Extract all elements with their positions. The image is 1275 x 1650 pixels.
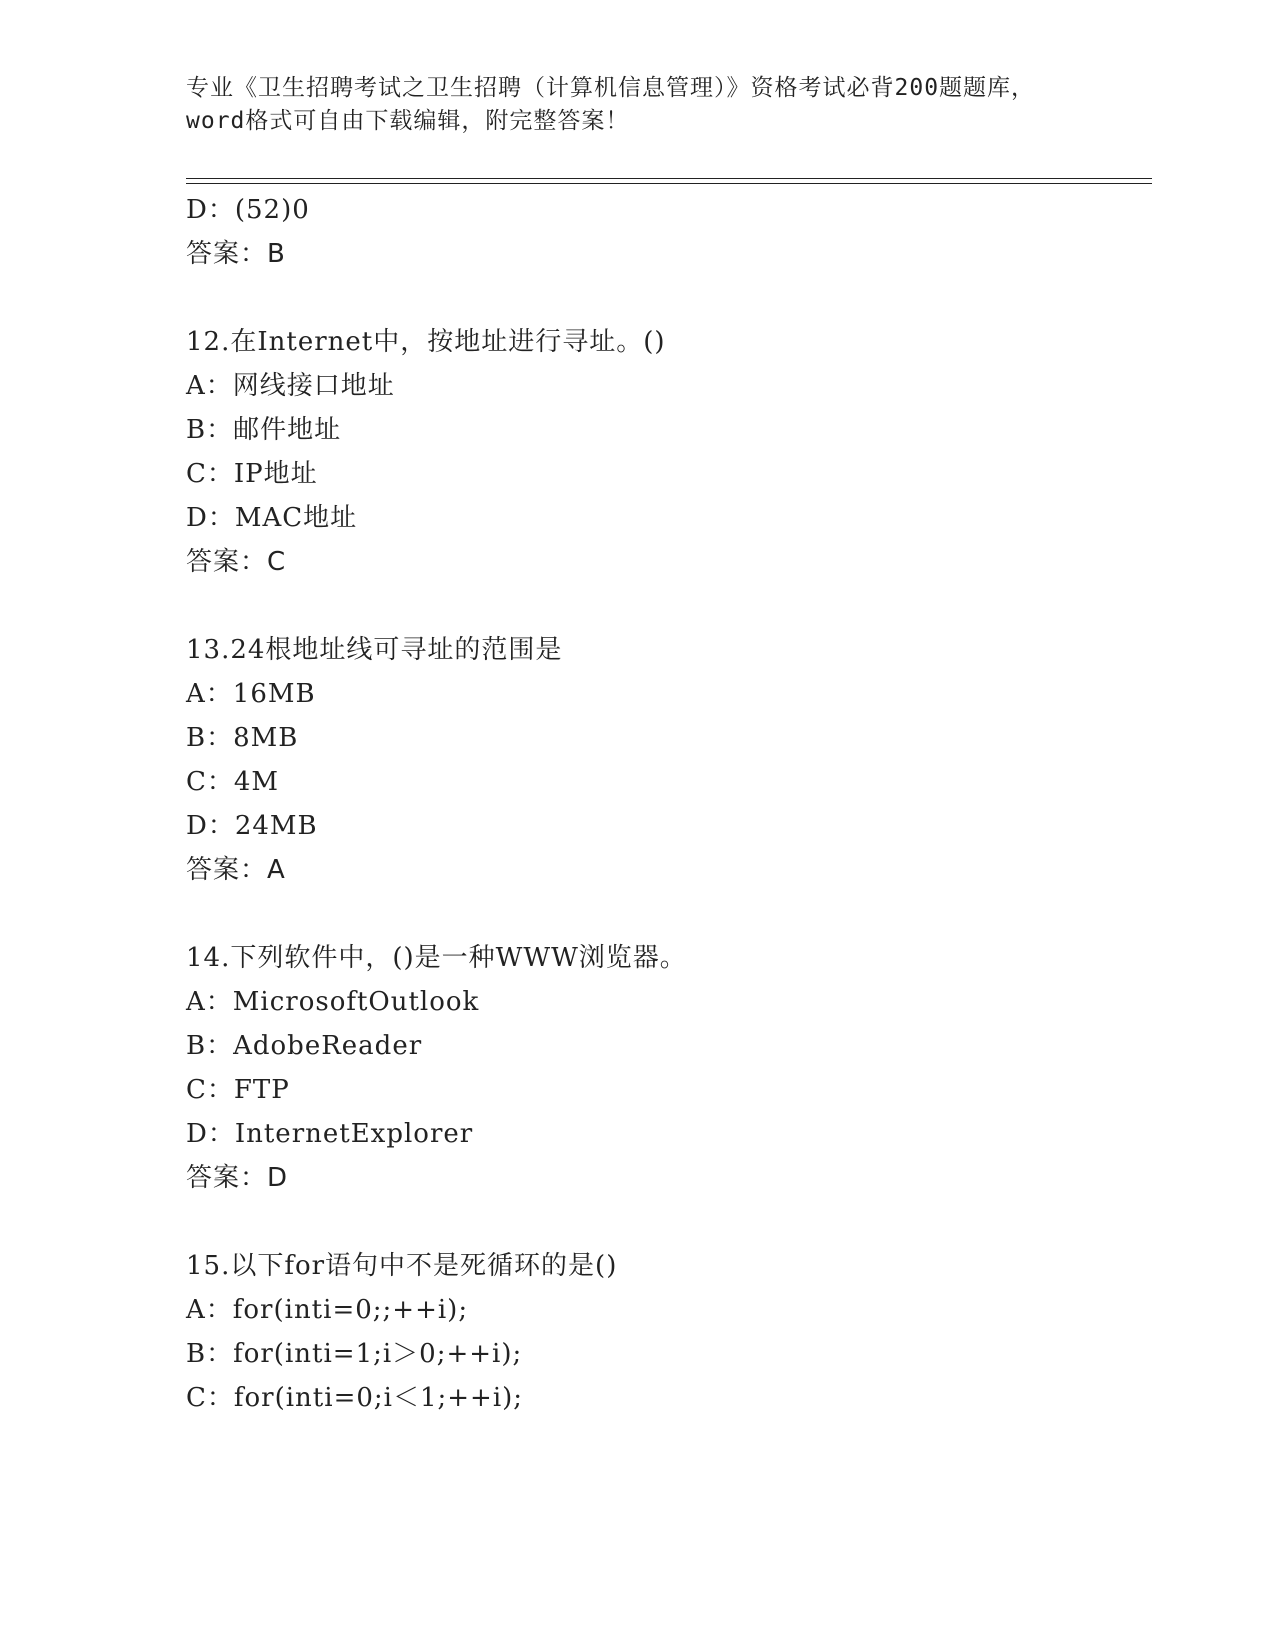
header-divider-bottom xyxy=(186,183,1152,184)
question-13-option-b: B：8MB xyxy=(186,723,299,753)
prev-option-d: D：(52)0 xyxy=(186,195,310,225)
question-12-answer: 答案：C xyxy=(186,547,287,577)
header-line-2: word格式可自由下载编辑，附完整答案！ xyxy=(186,108,630,134)
question-12-option-c: C：IP地址 xyxy=(186,459,318,489)
document-header xyxy=(186,72,1086,138)
question-14-answer: 答案：D xyxy=(186,1163,289,1193)
question-13-stem: 13.24根地址线可寻址的范围是 xyxy=(186,635,563,665)
question-14-option-a: A：MicrosoftOutlook xyxy=(186,987,480,1017)
question-15-stem: 15.以下for语句中不是死循环的是() xyxy=(186,1251,618,1281)
question-15-option-c: C：for(inti=0;i＜1;++i); xyxy=(186,1383,524,1413)
question-12-option-d: D：MAC地址 xyxy=(186,503,358,533)
question-13-option-d: D：24MB xyxy=(186,811,318,841)
question-12-option-a: A：网线接口地址 xyxy=(186,371,395,401)
question-14-stem: 14.下列软件中，()是一种WWW浏览器。 xyxy=(186,943,687,973)
question-15-option-b: B：for(inti=1;i＞0;++i); xyxy=(186,1339,523,1369)
header-line-1: 专业《卫生招聘考试之卫生招聘（计算机信息管理）》资格考试必背200题题库， xyxy=(186,75,1036,101)
question-13-option-a: A：16MB xyxy=(186,679,316,709)
question-14-option-d: D：InternetExplorer xyxy=(186,1119,474,1149)
header-divider-top xyxy=(186,178,1152,179)
question-15-option-a: A：for(inti=0;;++i); xyxy=(186,1295,469,1325)
question-14-option-c: C：FTP xyxy=(186,1075,290,1105)
question-13-answer: 答案：A xyxy=(186,855,286,885)
question-13-option-c: C：4M xyxy=(186,767,280,797)
prev-answer: 答案：B xyxy=(186,239,286,269)
question-12-stem: 12.在Internet中，按地址进行寻址。() xyxy=(186,327,666,357)
question-12-option-b: B：邮件地址 xyxy=(186,415,342,445)
question-14-option-b: B：AdobeReader xyxy=(186,1031,423,1061)
